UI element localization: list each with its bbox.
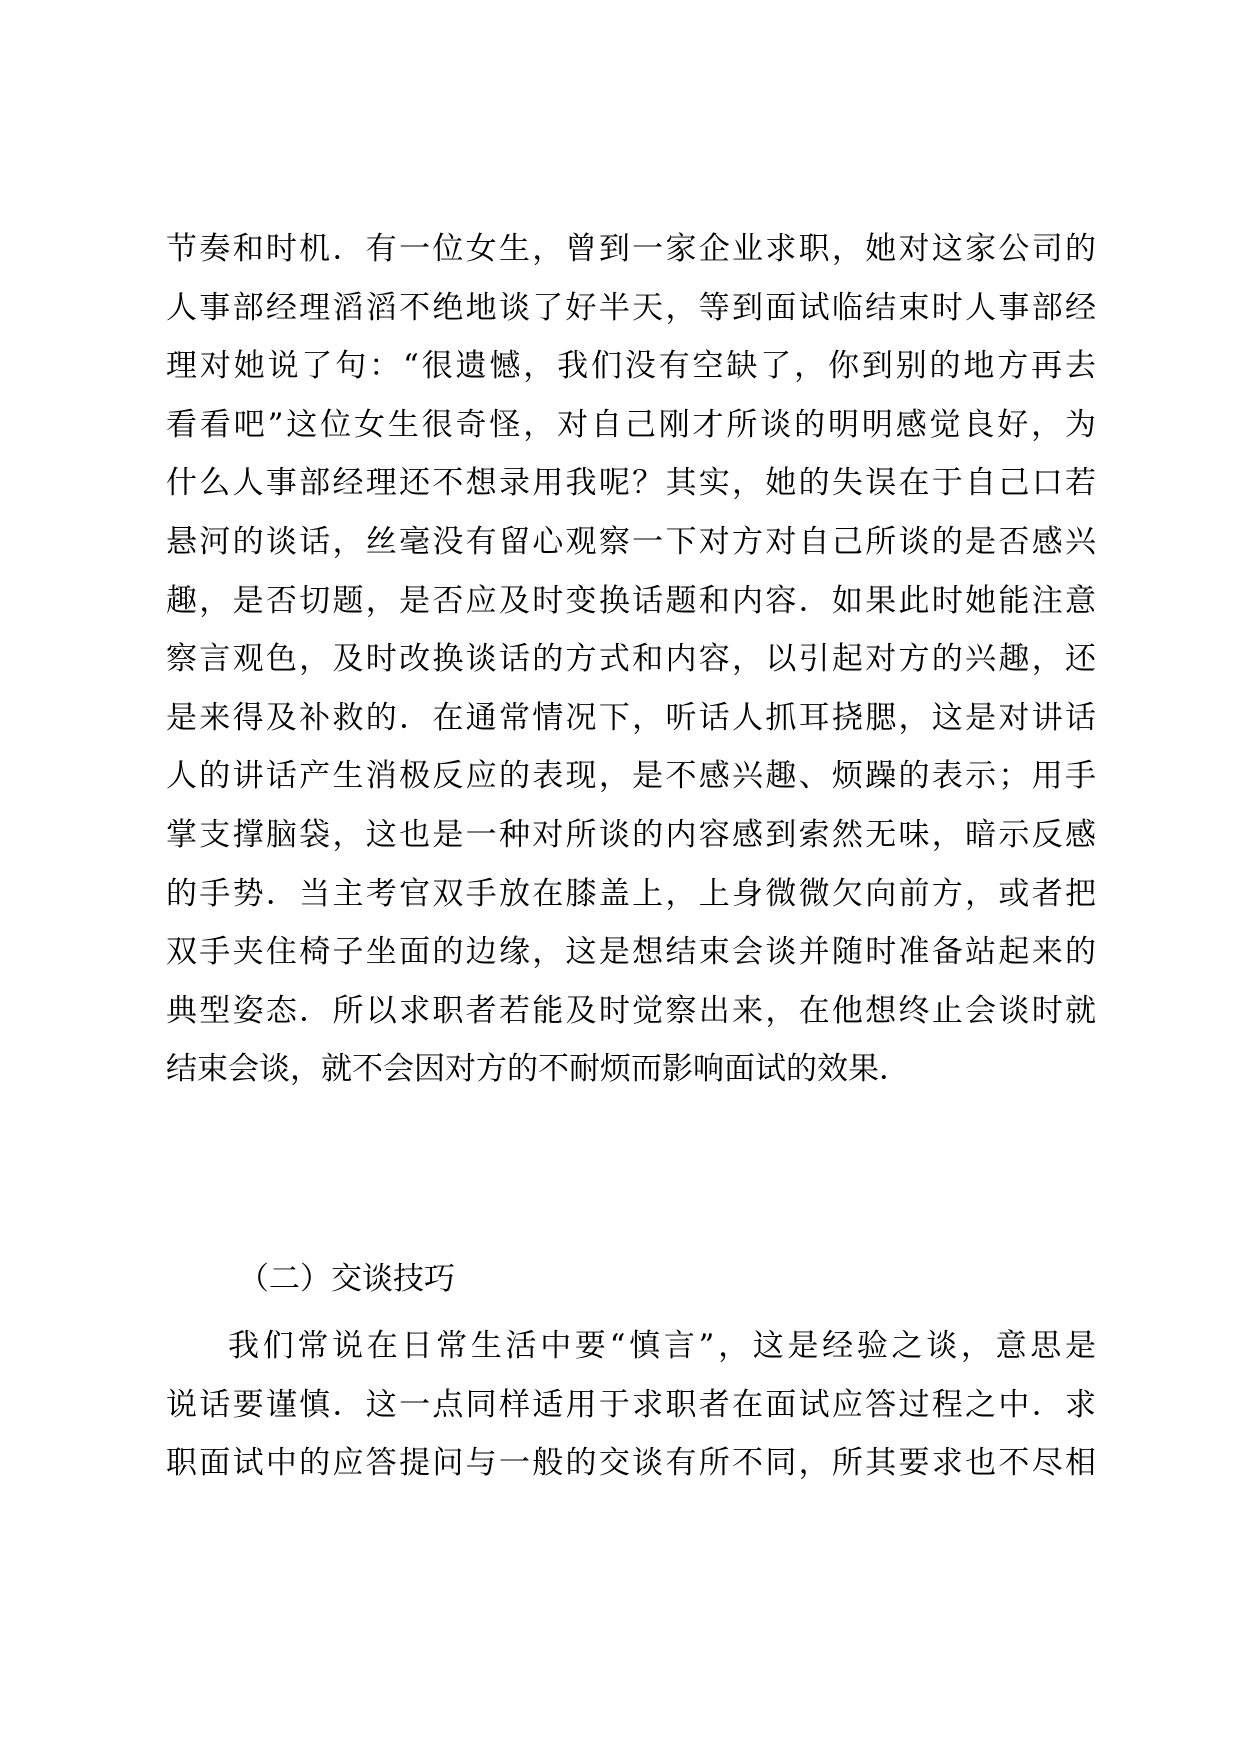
paragraph-line: 人事部经理滔滔不绝地谈了好半天，等到面试临结束时人事部经 xyxy=(166,289,1096,326)
paragraph-line: 掌支撑脑袋，这也是一种对所谈的内容感到索然无味，暗示反感 xyxy=(166,816,1096,853)
paragraph-line: 我们常说在日常生活中要“慎言”，这是经验之谈，意思是 xyxy=(228,1328,1096,1364)
paragraph-line: 悬河的谈话，丝毫没有留心观察一下对方对自己所谈的是否感兴 xyxy=(166,523,1096,560)
paragraph-line: 结束会谈，就不会因对方的不耐烦而影响面试的效果． xyxy=(166,1051,910,1088)
paragraph-line: 说话要谨慎．这一点同样适用于求职者在面试应答过程之中．求 xyxy=(166,1386,1096,1423)
section-heading: （二）交谈技巧 xyxy=(238,1261,455,1297)
paragraph-line: 察言观色，及时改换谈话的方式和内容，以引起对方的兴趣，还 xyxy=(166,641,1096,678)
paragraph-line: 典型姿态．所以求职者若能及时觉察出来，在他想终止会谈时就 xyxy=(166,992,1096,1029)
paragraph-line: 职面试中的应答提问与一般的交谈有所不同，所其要求也不尽相 xyxy=(166,1445,1096,1482)
paragraph-conversation-skills xyxy=(166,1317,1096,1493)
paragraph-line: 理对她说了句：“很遗憾，我们没有空缺了，你到别的地方再去 xyxy=(166,348,1096,385)
paragraph-line: 的手势．当主考官双手放在膝盖上，上身微微欠向前方，或者把 xyxy=(166,875,1096,912)
paragraph-line: 双手夹住椅子坐面的边缘，这是想结束会谈并随时准备站起来的 xyxy=(166,934,1096,971)
paragraph-line: 人的讲话产生消极反应的表现，是不感兴趣、烦躁的表示；用手 xyxy=(166,758,1096,795)
paragraph-interview-observation xyxy=(166,220,1096,1099)
paragraph-line: 什么人事部经理还不想录用我呢？其实，她的失误在于自己口若 xyxy=(166,465,1096,502)
paragraph-line: 是来得及补救的．在通常情况下，听话人抓耳挠腮，这是对讲话 xyxy=(166,699,1096,736)
paragraph-line: 趣，是否切题，是否应及时变换话题和内容．如果此时她能注意 xyxy=(166,582,1096,619)
paragraph-line: 节奏和时机．有一位女生，曾到一家企业求职，她对这家公司的 xyxy=(166,231,1096,267)
paragraph-line: 看看吧”这位女生很奇怪，对自己刚才所谈的明明感觉良好，为 xyxy=(166,406,1096,443)
